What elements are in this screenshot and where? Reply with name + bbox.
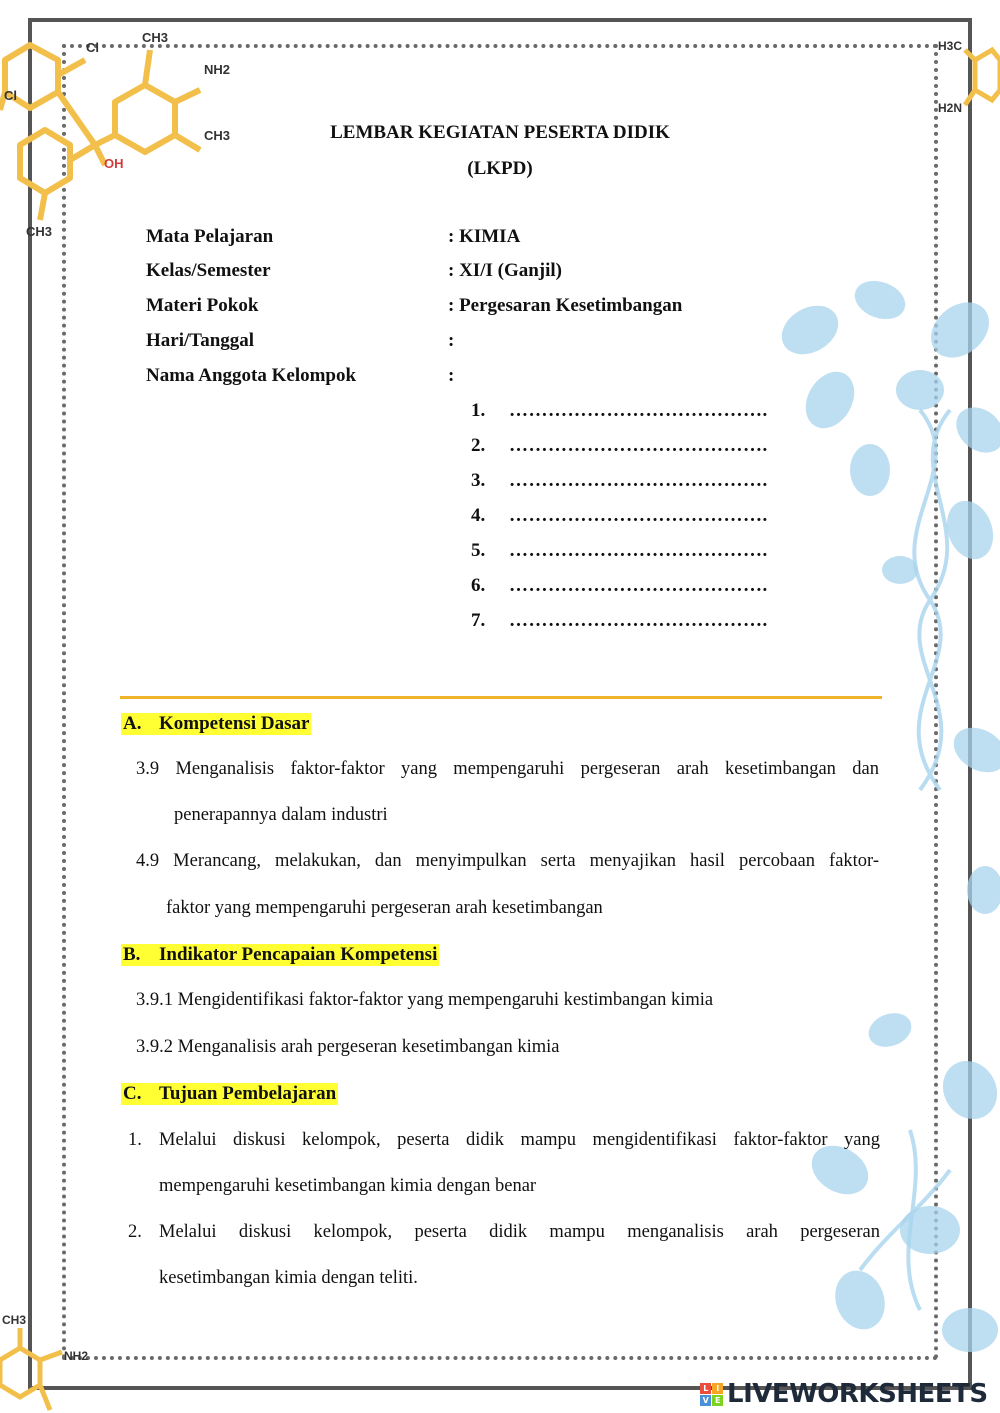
- liveworksheets-wordmark: LIVEWORKSHEETS: [727, 1379, 988, 1409]
- member-name-field[interactable]: ………………………………….: [509, 400, 768, 421]
- member-name-field[interactable]: ………………………………….: [509, 610, 768, 631]
- section-a-letter: A.: [123, 713, 142, 734]
- member-number: 3.: [471, 470, 486, 491]
- page-title: LEMBAR KEGIATAN PESERTA DIDIK: [330, 122, 670, 143]
- kd-3-9-line1: 3.9 Menganalisis faktor-faktor yang mempengaruhi pergeseran arah kesetimbangan dan: [136, 759, 879, 779]
- goal-2-number: 2.: [128, 1222, 142, 1242]
- info-label-topic: Materi Pokok: [146, 295, 259, 316]
- goal-2-line1: Melalui diskusi kelompok, peserta didik mampu menganalisis arah pergeseran: [159, 1222, 880, 1242]
- chem-label-ch3-bottom: CH3: [2, 1313, 27, 1327]
- section-b-heading: [121, 944, 439, 966]
- section-c-letter: C.: [123, 1083, 142, 1104]
- molecule-decoration-top-right: [930, 20, 1000, 130]
- info-label-date: Hari/Tanggal: [146, 330, 255, 351]
- chem-label-cl-left: Cl: [4, 88, 17, 103]
- liveworksheets-logo-icon: L I V E: [700, 1383, 723, 1406]
- goal-2-line2: kesetimbangan kimia dengan teliti.: [159, 1268, 418, 1288]
- member-name-field[interactable]: ………………………………….: [509, 435, 768, 456]
- member-name-field[interactable]: ………………………………….: [509, 575, 768, 596]
- chem-label-nh2: NH2: [204, 62, 231, 77]
- molecule-decoration-bottom-left: [0, 1300, 110, 1413]
- member-number: 1.: [471, 400, 486, 421]
- chem-label-cl-top: Cl: [86, 40, 99, 55]
- chem-label-nh2-bottom: NH2: [64, 1349, 89, 1363]
- section-c-title: Tujuan Pembelajaran: [159, 1083, 337, 1104]
- section-b-title: Indikator Pencapaian Kompetensi: [159, 944, 438, 965]
- section-b-letter: B.: [123, 944, 141, 965]
- info-label-members: Nama Anggota Kelompok: [146, 365, 357, 386]
- kd-4-9-line1: 4.9 Merancang, melakukan, dan menyimpulkan serta menyajikan hasil percobaan faktor-: [136, 851, 879, 871]
- chem-label-h2n: H2N: [938, 101, 963, 115]
- liveworksheets-brand[interactable]: [700, 1378, 988, 1410]
- section-a-heading: [121, 713, 311, 735]
- goal-1-number: 1.: [128, 1130, 142, 1150]
- leaf-dna-decoration: [770, 270, 1000, 1380]
- section-a-title: Kompetensi Dasar: [159, 713, 310, 734]
- chem-label-ch3-left: CH3: [26, 224, 53, 239]
- chem-label-ch3-top: CH3: [142, 30, 169, 45]
- info-value-subject: : KIMIA: [448, 226, 521, 247]
- info-value-date[interactable]: :: [448, 330, 455, 351]
- page-subtitle: (LKPD): [467, 158, 533, 179]
- ipk-3-9-1: 3.9.1 Mengidentifikasi faktor-faktor yang mempengaruhi kestimbangan kimia: [136, 990, 714, 1010]
- kd-4-9-line2: faktor yang mempengaruhi pergeseran arah kesetimbangan: [166, 898, 603, 918]
- chem-label-ch3-mid: CH3: [204, 128, 231, 143]
- info-label-class: Kelas/Semester: [146, 260, 271, 281]
- member-number: 7.: [471, 610, 486, 631]
- chem-label-h3c: H3C: [938, 39, 963, 53]
- info-value-members: :: [448, 365, 455, 386]
- kd-3-9-line2: penerapannya dalam industri: [174, 805, 388, 825]
- section-c-heading: [121, 1083, 338, 1105]
- goal-1-line2: mempengaruhi kesetimbangan kimia dengan benar: [159, 1176, 537, 1196]
- goal-1-line1: Melalui diskusi kelompok, peserta didik mampu mengidentifikasi faktor-faktor yang: [159, 1130, 880, 1150]
- info-label-subject: Mata Pelajaran: [146, 226, 274, 247]
- info-value-topic: : Pergesaran Kesetimbangan: [448, 295, 683, 316]
- member-name-field[interactable]: ………………………………….: [509, 470, 768, 491]
- member-number: 4.: [471, 505, 486, 526]
- member-number: 2.: [471, 435, 486, 456]
- member-name-field[interactable]: ………………………………….: [509, 505, 768, 526]
- chem-label-oh: OH: [104, 156, 124, 171]
- section-divider: [120, 696, 882, 699]
- info-value-class: : XI/I (Ganjil): [448, 260, 562, 281]
- member-number: 5.: [471, 540, 486, 561]
- ipk-3-9-2: 3.9.2 Menganalisis arah pergeseran kesetimbangan kimia: [136, 1037, 560, 1057]
- member-number: 6.: [471, 575, 486, 596]
- member-name-field[interactable]: ………………………………….: [509, 540, 768, 561]
